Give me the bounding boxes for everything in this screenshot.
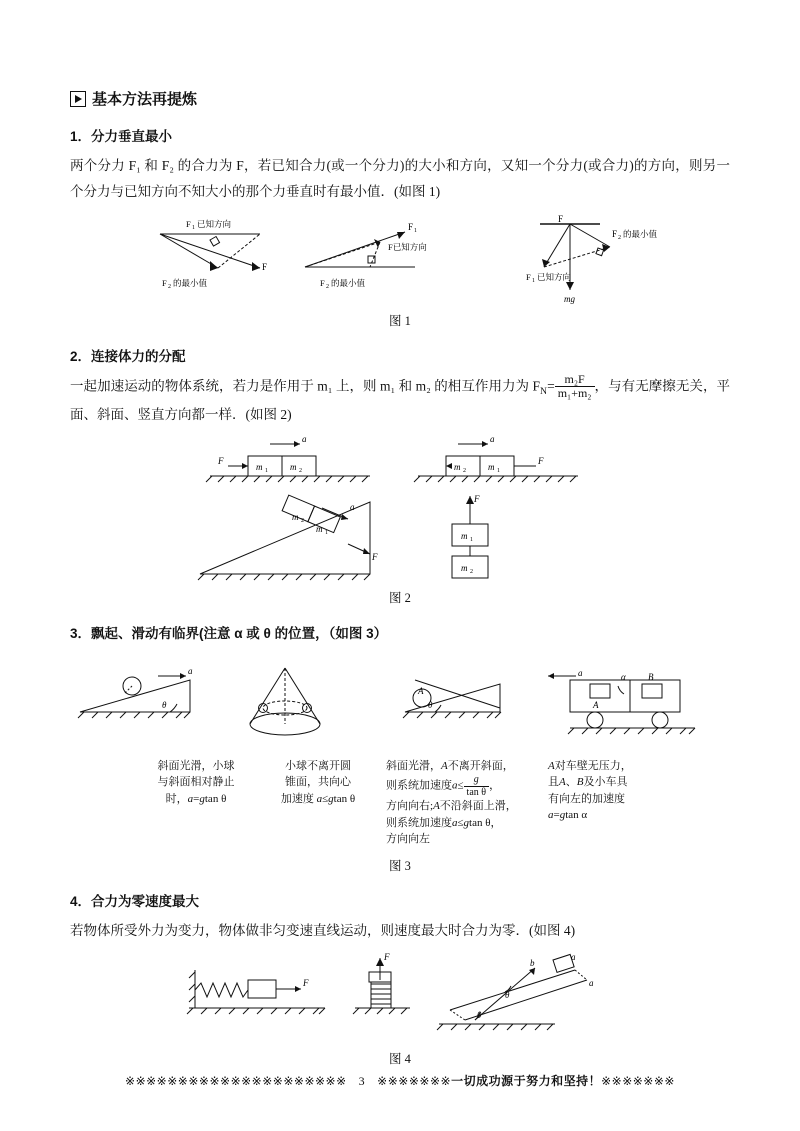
svg-text:m: m	[454, 461, 461, 472]
figure-2	[70, 434, 730, 606]
figure-1	[70, 212, 730, 329]
figure-3-caption-2: 小球不离开圆 锥面，共向心 加速度 a≤gtan θ	[280, 759, 356, 805]
svg-text:F: F	[186, 218, 191, 229]
svg-text:1: 1	[192, 224, 195, 231]
item-2-paragraph	[70, 373, 730, 428]
figure-4-svg	[175, 950, 625, 1045]
figure-3-caption-3: 斜面光滑，A不离开斜面， 则系统加速度a≤ $\frac{g}{\text{tan θ}}$ ， 方向向右;A不沿斜面上滑， 则系统加速度a≤gtan θ， 方向向左	[386, 759, 517, 846]
svg-text:F: F	[218, 455, 224, 466]
item-2-equals: =	[547, 378, 555, 394]
svg-text:m: m	[461, 530, 468, 541]
svg-text:α: α	[621, 671, 626, 682]
footer-right-marks-pre: ※※※※※※※	[377, 1074, 452, 1088]
item-2-number: 2．	[70, 348, 92, 364]
item-1-title	[70, 125, 730, 145]
svg-text:1: 1	[497, 467, 500, 474]
svg-text:A: A	[593, 699, 599, 710]
item-2-paragraph-part1: 一起加速运动的物体系统，若力是作用于 m₁ 上，则 m₁ 和 m₂ 的相互作用力为 F	[70, 378, 541, 394]
svg-text:F: F	[372, 551, 378, 562]
svg-text:F: F	[320, 277, 325, 288]
svg-text:1: 1	[414, 227, 417, 234]
figure-2-caption: 图 2	[389, 590, 411, 605]
item-3-title	[70, 622, 730, 642]
svg-text:θ: θ	[428, 699, 433, 710]
svg-text:m: m	[290, 461, 297, 472]
item-2-label: 连接体力的分配	[91, 348, 186, 364]
svg-text:F: F	[526, 271, 531, 282]
svg-text:2: 2	[301, 517, 304, 524]
figure-3	[70, 650, 730, 874]
item-1-paragraph: 两个分力 F₁ 和 F₂ 的合力为 F，若已知合力(或一个分力)的大小和方向，又知一个分力(或合力)的方向，则另一个分力与已知方向不知大小的那个力垂直时有最小值．(如图 1)	[70, 158, 730, 200]
svg-text:mg: mg	[564, 293, 575, 304]
svg-text:m: m	[488, 461, 495, 472]
svg-text:a: a	[490, 433, 495, 444]
svg-text:θ: θ	[477, 1010, 482, 1021]
svg-text:F: F	[262, 261, 268, 272]
svg-text:B: B	[648, 671, 654, 682]
svg-text:F: F	[538, 455, 544, 466]
svg-text:F: F	[474, 493, 480, 504]
svg-text:F: F	[303, 978, 309, 989]
svg-text:2: 2	[463, 467, 466, 474]
svg-text:F: F	[408, 221, 414, 232]
svg-text:θ: θ	[505, 990, 510, 1001]
svg-text:a: a	[578, 667, 583, 678]
svg-text:F: F	[612, 228, 618, 239]
item-2-subscript: N	[540, 385, 548, 397]
figure-3-caption: 图 3	[389, 858, 411, 873]
svg-text:1: 1	[470, 536, 473, 543]
svg-text:a: a	[188, 665, 193, 676]
svg-text:A: A	[418, 685, 424, 696]
footer-slogan: 一切成功源于努力和坚持！	[451, 1074, 602, 1088]
svg-text:m: m	[292, 511, 299, 522]
svg-text:θ: θ	[162, 699, 167, 710]
svg-text:m: m	[461, 562, 468, 573]
svg-text:的最小值: 的最小值	[331, 277, 366, 288]
svg-text:1: 1	[532, 277, 535, 284]
item-3-number: 3．	[70, 625, 92, 641]
item-4-label: 合力为零速度最大	[91, 893, 200, 909]
page-number: 3	[358, 1074, 366, 1088]
figure-1-svg	[140, 212, 660, 307]
svg-text:F已知方向: F已知方向	[388, 241, 427, 252]
figure-4-caption: 图 4	[389, 1052, 411, 1067]
footer-left-marks: ※※※※※※※※※※※※※※※※※※※※※	[125, 1074, 347, 1088]
svg-text:的最小值: 的最小值	[173, 277, 208, 288]
svg-text:2: 2	[470, 568, 473, 575]
svg-text:a: a	[589, 978, 594, 989]
page-footer	[0, 1072, 800, 1089]
figure-3-caption-1: 斜面光滑，小球 与斜面相对静止 时，a=gtan θ	[157, 759, 235, 805]
section-header	[70, 88, 730, 109]
svg-text:1: 1	[325, 529, 328, 536]
item-2-title	[70, 345, 730, 365]
svg-text:2: 2	[168, 283, 171, 290]
svg-text:F: F	[162, 277, 167, 288]
section-title: 基本方法再提炼	[92, 91, 198, 108]
item-3-label: 飘起、滑动有临界(注意 α 或 θ 的位置，（如图 3）	[91, 625, 388, 641]
figure-3-caption-4: A对车壁无压力， 且A、B及小车具 有向左的加速度 a=gtan α	[548, 759, 632, 822]
item-1-label: 分力垂直最小	[91, 129, 173, 144]
svg-text:m: m	[256, 461, 263, 472]
svg-text:m: m	[316, 523, 323, 534]
svg-text:已知方向: 已知方向	[537, 271, 572, 282]
svg-text:2: 2	[326, 283, 329, 290]
svg-text:a: a	[571, 952, 576, 963]
svg-text:F: F	[384, 952, 390, 963]
fraction-denominator: m₁+m₂	[557, 386, 592, 401]
footer-right-marks-post: ※※※※※※※	[601, 1074, 675, 1088]
fraction-numerator: m₂F	[555, 373, 595, 388]
svg-text:2: 2	[299, 467, 302, 474]
svg-text:F: F	[558, 213, 564, 224]
item-4-title	[70, 890, 730, 910]
svg-text:的最小值: 的最小值	[623, 228, 658, 239]
item-1-number: 1．	[70, 129, 92, 144]
figure-1-caption: 图 1	[389, 313, 411, 328]
figure-2-svg	[170, 434, 630, 584]
triangle-right-icon	[70, 91, 86, 107]
fraction-mF	[555, 373, 595, 402]
item-2-paragraph-part2: ，与有无摩擦无关，平面、斜面、竖直方向都一样．(如图 2)	[70, 378, 730, 422]
item-4-number: 4．	[70, 893, 92, 909]
svg-text:已知方向: 已知方向	[197, 218, 232, 229]
svg-text:a: a	[350, 501, 355, 512]
svg-text:2: 2	[618, 234, 621, 241]
figure-4	[70, 950, 730, 1067]
svg-text:a: a	[302, 433, 307, 444]
svg-text:b: b	[530, 958, 535, 969]
item-4-paragraph: 若物体所受外力为变力，物体做非匀变速直线运动，则速度最大时合力为零．(如图 4)	[70, 922, 576, 938]
svg-text:1: 1	[265, 467, 268, 474]
